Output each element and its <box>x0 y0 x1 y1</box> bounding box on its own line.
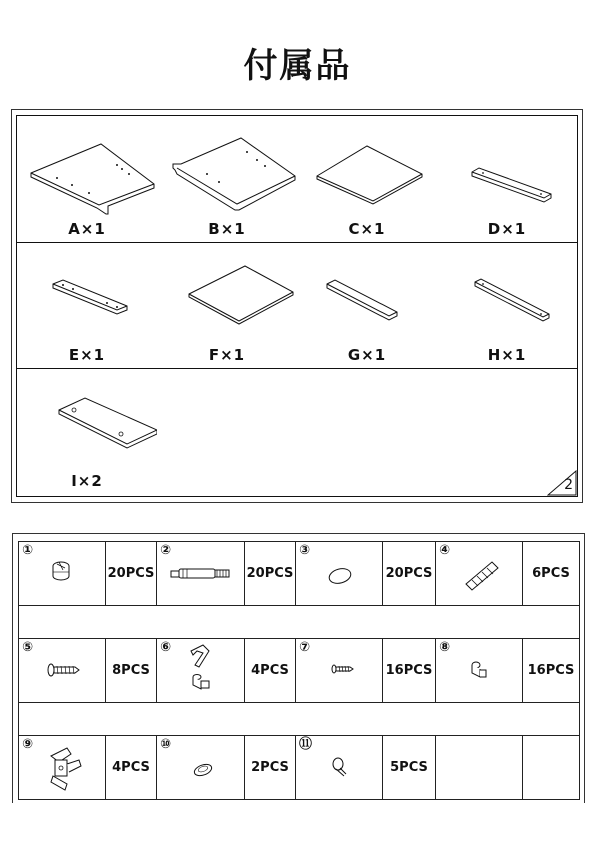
hardware-item-8 <box>436 639 523 703</box>
hardware-item-7 <box>296 639 383 703</box>
panel-e-label: E×1 <box>68 346 106 364</box>
panel-row-3 <box>17 368 577 494</box>
hardware-item-9 <box>19 736 106 800</box>
panel-a <box>17 116 157 242</box>
bumper-icon <box>296 736 383 799</box>
hardware-item-number: ⑥ <box>160 640 172 655</box>
panel-c-label: C×1 <box>348 220 386 238</box>
hardware-item-11 <box>296 736 383 800</box>
panel-g-label: G×1 <box>347 346 387 364</box>
hardware-item-number: ⑪ <box>299 737 313 752</box>
cam-bolt-icon <box>157 542 245 605</box>
hardware-qty: 16PCS <box>523 639 580 703</box>
hardware-item-5 <box>19 639 106 703</box>
hardware-row-1 <box>19 542 580 606</box>
page-number: 2 <box>564 477 573 493</box>
hardware-item-2 <box>157 542 245 606</box>
panel-b <box>157 116 297 242</box>
hardware-qty: 5PCS <box>383 736 436 800</box>
panel-e <box>17 242 157 368</box>
screw-icon <box>19 639 106 702</box>
panel-g-drawing <box>297 242 437 346</box>
hardware-table <box>18 541 579 803</box>
panel-b-drawing <box>157 116 297 220</box>
hardware-item-10 <box>157 736 245 800</box>
hardware-qty: 16PCS <box>383 639 436 703</box>
hardware-frame-right <box>584 533 585 803</box>
panel-i <box>17 368 157 494</box>
hardware-qty: 6PCS <box>523 542 580 606</box>
hinge-icon <box>19 736 106 799</box>
panel-row-2 <box>17 242 577 369</box>
hardware-frame-top <box>12 533 585 535</box>
panel-c-drawing <box>297 116 437 220</box>
hardware-item-6 <box>157 639 245 703</box>
panel-i-drawing <box>17 368 157 472</box>
panel-d-label: D×1 <box>487 220 527 238</box>
hardware-item-1 <box>19 542 106 606</box>
panel-parts-grid <box>16 115 578 497</box>
hardware-row-2 <box>19 639 580 703</box>
panel-h-drawing <box>437 242 577 346</box>
page-title: 付属品 <box>243 46 352 86</box>
panel-c <box>297 116 437 242</box>
hardware-item-number: ⑩ <box>160 737 172 752</box>
hardware-item-empty <box>436 736 523 800</box>
panel-a-drawing <box>17 116 157 220</box>
cover-cap-icon <box>296 542 383 605</box>
hardware-item-number: ⑤ <box>22 640 34 655</box>
small-screw-icon <box>296 639 383 702</box>
hardware-qty: 4PCS <box>245 639 296 703</box>
panel-parts-frame <box>11 109 583 503</box>
panel-g <box>297 242 437 368</box>
hardware-item-number: ② <box>160 543 172 558</box>
wooden-dowel-icon <box>436 542 523 605</box>
panel-d <box>437 116 577 242</box>
hardware-item-number: ① <box>22 543 34 558</box>
hardware-qty: 20PCS <box>383 542 436 606</box>
hardware-item-number: ⑦ <box>299 640 311 655</box>
hardware-row-3 <box>19 736 580 800</box>
washer-icon <box>157 736 245 799</box>
hardware-frame-left <box>12 533 13 803</box>
hardware-qty: 2PCS <box>245 736 296 800</box>
hardware-item-3 <box>296 542 383 606</box>
hardware-spacer-row <box>19 606 580 639</box>
panel-h <box>437 242 577 368</box>
panel-e-drawing <box>17 242 157 346</box>
panel-b-label: B×1 <box>208 220 246 238</box>
hardware-item-number: ④ <box>439 543 451 558</box>
hardware-item-4 <box>436 542 523 606</box>
hardware-qty: 20PCS <box>106 542 157 606</box>
panel-row-1 <box>17 116 577 243</box>
hardware-qty: 20PCS <box>245 542 296 606</box>
hardware-qty-empty <box>523 736 580 800</box>
hardware-item-number: ③ <box>299 543 311 558</box>
hardware-qty: 4PCS <box>106 736 157 800</box>
shelf-pin-icon <box>436 639 523 702</box>
panel-a-label: A×1 <box>68 220 106 238</box>
panel-f-label: F×1 <box>208 346 246 364</box>
panel-d-drawing <box>437 116 577 220</box>
hex-key-icon <box>157 639 245 702</box>
panel-i-label: I×2 <box>71 472 103 490</box>
panel-h-label: H×1 <box>487 346 527 364</box>
panel-f <box>157 242 297 368</box>
cam-lock-icon <box>19 542 106 605</box>
hardware-item-number: ⑨ <box>22 737 34 752</box>
hardware-item-number: ⑧ <box>439 640 451 655</box>
hardware-qty: 8PCS <box>106 639 157 703</box>
panel-f-drawing <box>157 242 297 346</box>
hardware-spacer-row <box>19 703 580 736</box>
